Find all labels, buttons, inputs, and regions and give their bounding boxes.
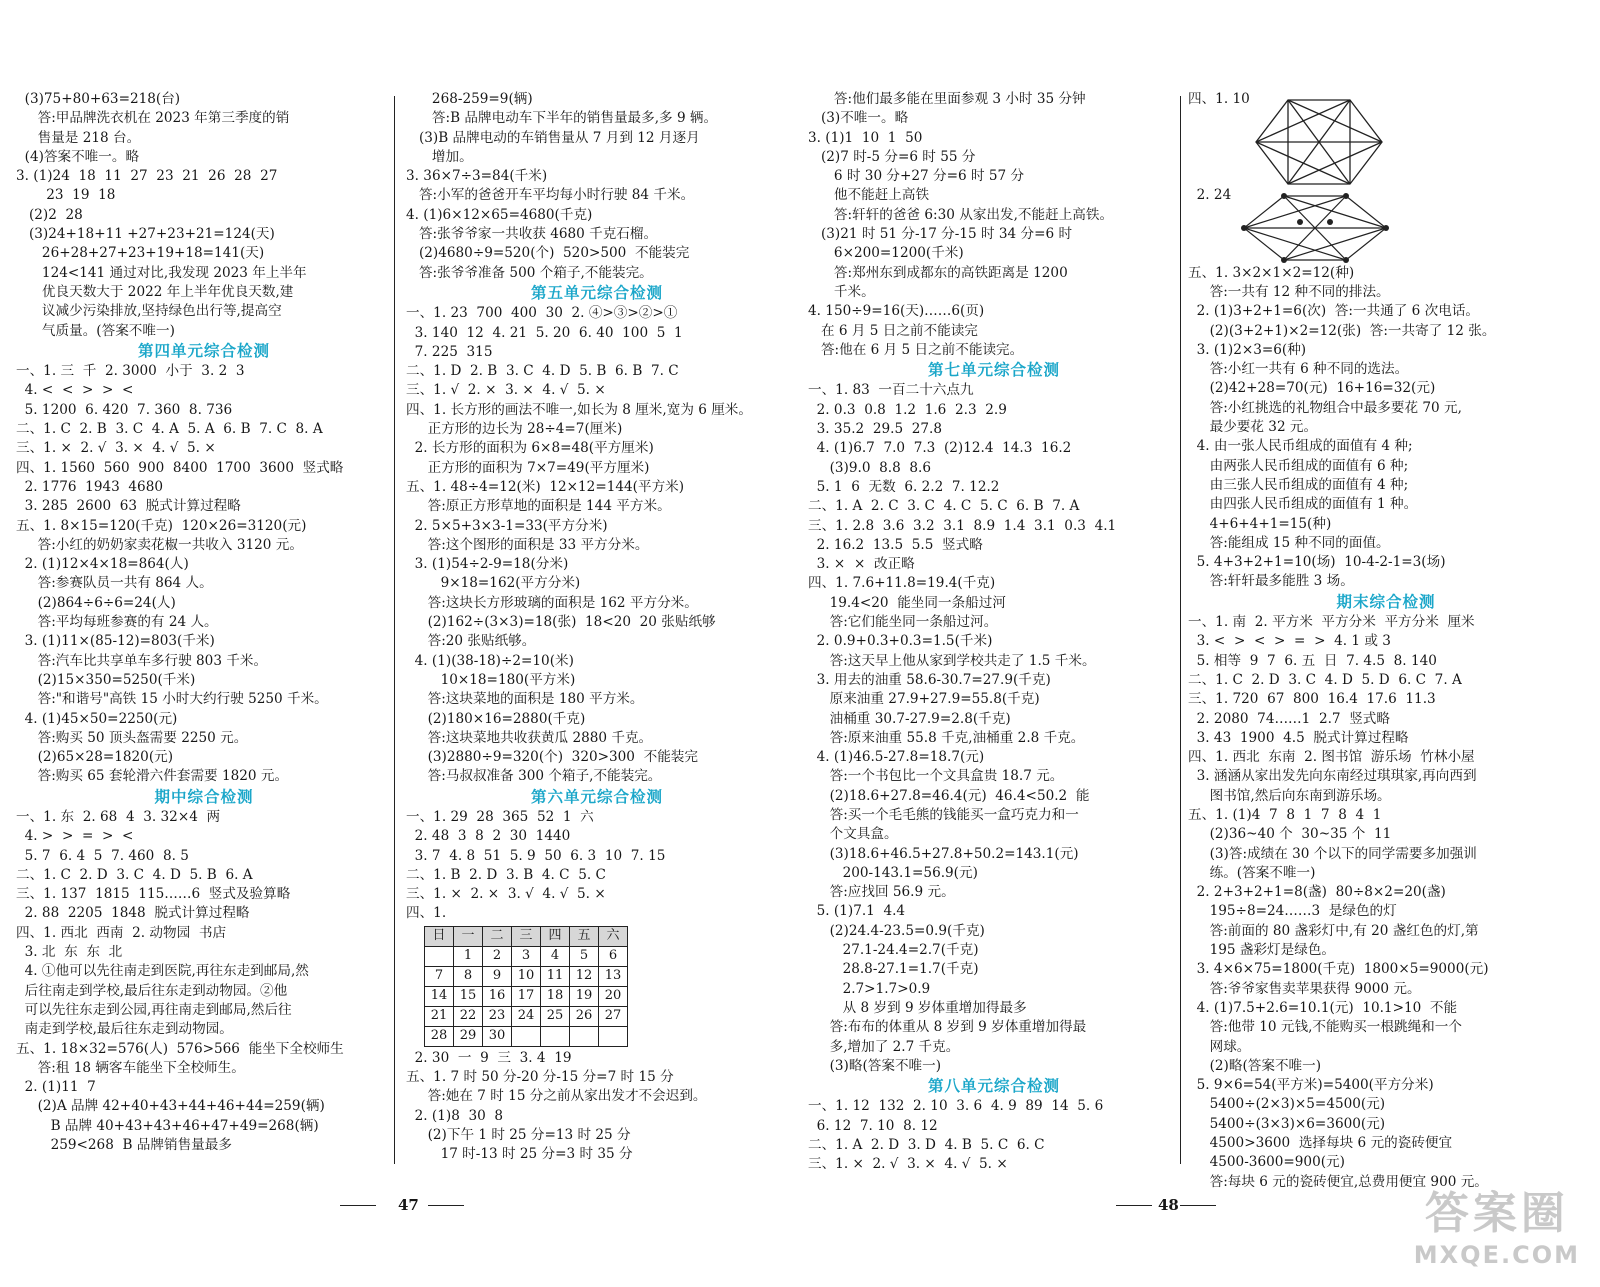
answer-line: 二、1. D 2. B 3. C 4. D 5. B 6. B 7. C: [406, 363, 679, 380]
answer-line: 3. 43 1900 4.5 脱式计算过程略: [1188, 729, 1409, 746]
calendar-week-row: [425, 966, 628, 986]
answer-line: 从 8 岁到 9 岁体重增加得最多: [808, 999, 1027, 1016]
answer-line: (2)864÷6÷6=24(人): [16, 594, 176, 611]
answer-line: (3)18.6+46.5+27.8+50.2=143.1(元): [808, 845, 1079, 862]
answer-line: 答:轩轩最多能胜 3 场。: [1188, 573, 1354, 590]
answer-line: 4. (1)6×12×65=4680(千克): [406, 206, 593, 223]
answer-line: 5. 9×6=54(平方米)=5400(平方分米): [1188, 1077, 1434, 1094]
calendar-day-cell: 28: [425, 1026, 454, 1046]
answer-line: 6×200=1200(千米): [808, 245, 964, 262]
answer-line: 2. 24: [1188, 187, 1232, 204]
calendar-header-cell: 三: [512, 926, 541, 946]
calendar-day-cell: [570, 1026, 599, 1046]
calendar-day-cell: 10: [512, 966, 541, 986]
answer-line: 二、1. B 2. D 3. B 4. C 5. C: [406, 866, 606, 883]
answer-line: 4. 由一张人民币组成的面值有 4 种;: [1188, 438, 1413, 455]
column-3: [808, 90, 1180, 1175]
answer-line: 2. (1)8 30 8: [406, 1107, 504, 1124]
column-divider: [394, 96, 395, 1164]
answer-line: 原来油重 27.9+27.9=55.8(千克): [808, 691, 1040, 708]
answer-line: (4)答案不唯一。略: [16, 148, 140, 165]
calendar-day-cell: 23: [483, 1006, 512, 1026]
answer-line: (3)75+80+63=218(台): [16, 91, 181, 107]
answer-line: 3. 涵涵从家出发先向东南经过琪琪家,再向西到: [1188, 768, 1477, 785]
complete-graph-figure: [1248, 94, 1388, 188]
answer-line: 2. 5×5+3×3-1=33(平方分米): [406, 517, 608, 534]
answer-line: 259<268 B 品牌销售量最多: [16, 1137, 232, 1154]
answer-line: 一、1. 83 一百二十六点九: [808, 382, 974, 399]
answer-line: 千米。: [808, 283, 875, 300]
answer-line: 四、1. 10: [1188, 91, 1250, 107]
answer-line: (3)21 时 51 分-17 分-15 时 34 分=6 时: [808, 226, 1073, 243]
answer-line: (2)A 品牌 42+40+43+44+46+44=259(辆): [16, 1098, 325, 1115]
answer-line: 19.4<20 能坐同一条船过河: [808, 594, 1006, 611]
answer-line: 195 盏彩灯是绿色。: [1188, 942, 1336, 959]
answer-line: 答:轩轩的爸爸 6:30 从家出发,不能赶上高铁。: [808, 206, 1114, 223]
answer-line: 一、1. 23 700 400 30 2. ④>③>②>①: [406, 305, 678, 322]
answer-line: (2)2 28: [16, 206, 83, 223]
calendar-day-cell: [599, 1026, 628, 1046]
answer-line: 二、1. C 2. B 3. C 4. A 5. A 6. B 7. C 8. A: [16, 421, 323, 438]
calendar-week-row: [425, 1026, 628, 1046]
answer-line: 23 19 18: [16, 187, 116, 204]
calendar-day-cell: 21: [425, 1006, 454, 1026]
answer-line: 4. (1)6.7 7.0 7.3 (2)12.4 14.3 16.2: [808, 440, 1072, 457]
calendar-day-cell: 24: [512, 1006, 541, 1026]
answer-line: 答:他在 6 月 5 日之前不能读完。: [808, 341, 1024, 358]
answer-line: 三、1. 720 67 800 16.4 17.6 11.3: [1188, 691, 1436, 708]
calendar-day-cell: 15: [454, 986, 483, 1006]
answer-line: 4+6+4+1=15(种): [1188, 515, 1332, 532]
calendar-day-cell: 2: [483, 946, 512, 966]
calendar-day-cell: 7: [425, 966, 454, 986]
answer-line: 答:购买 65 套轮滑六件套需要 1820 元。: [16, 768, 289, 785]
answer-line: 124<141 通过对比,我发现 2023 年上半年: [16, 264, 307, 281]
answer-line: 二、1. C 2. D 3. C 4. D 5. B 6. A: [16, 866, 253, 883]
answer-line: (2)15×350=5250(千米): [16, 671, 196, 688]
page-rule: [340, 1205, 376, 1206]
answer-line: 议减少污染排放,坚持绿色出行等,提高空: [16, 303, 282, 320]
answer-line: 个文具盒。: [808, 826, 898, 843]
answer-line: (2)162÷(3×3)=18(张) 18<20 20 张贴纸够: [406, 614, 716, 631]
answer-line: 答:小红一共有 6 种不同的选法。: [1188, 361, 1409, 378]
answer-line: 2. 88 2205 1848 脱式计算过程略: [16, 905, 250, 922]
answer-line: 2. (1)12×4×18=864(人): [16, 556, 189, 573]
answer-line: 3. (1)1 10 1 50: [808, 129, 923, 146]
calendar-day-cell: 22: [454, 1006, 483, 1026]
answer-line: 五、1. (1)4 7 8 1 7 8 4 1: [1188, 806, 1382, 823]
answer-line: 10×18=180(平方米): [406, 671, 576, 688]
answer-line: 9×18=162(平方分米): [406, 575, 581, 592]
answer-line: 答:这个图形的面积是 33 平方分米。: [406, 536, 649, 553]
answer-line: 二、1. A 2. D 3. D 4. B 5. C 6. C: [808, 1137, 1045, 1154]
answer-line: 正方形的边长为 28÷4=7(厘米): [406, 421, 623, 438]
answer-line: 五、1. 18×32=576(人) 576>566 能坐下全校师生: [16, 1040, 344, 1057]
answer-line: 答:买一个毛毛熊的钱能买一盒巧克力和一: [808, 806, 1079, 823]
answer-line: 2. (1)11 7: [16, 1079, 96, 1096]
answer-line: 五、1. 48÷4=12(米) 12×12=144(平方米): [406, 478, 685, 495]
answer-line: 四、1. 1560 560 900 8400 1700 3600 竖式略: [16, 459, 344, 476]
answer-line: 由三张人民币组成的面值有 4 种;: [1188, 476, 1409, 493]
page-rule: [428, 1205, 464, 1206]
answer-line: 3. (1)24 18 11 27 23 21 26 28 27: [16, 168, 278, 185]
answer-line: 2. 2+3+2+1=8(盏) 80÷8×2=20(盏): [1188, 884, 1446, 901]
answer-line: 答:购买 50 顶头盔需要 2250 元。: [16, 729, 248, 746]
answer-line: 答:小红的奶奶家卖花椒一共收入 3120 元。: [16, 536, 303, 553]
answer-line: 答:每块 6 元的瓷砖便宜,总费用便宜 900 元。: [1188, 1173, 1488, 1190]
section-heading: 第八单元综合检测: [927, 1077, 1060, 1096]
calendar-day-cell: 12: [570, 966, 599, 986]
answer-line: 答:布布的体重从 8 岁到 9 岁体重增加得最: [808, 1019, 1087, 1036]
answer-line: 5400÷(3×3)×6=3600(元): [1188, 1115, 1386, 1132]
answer-line: 答:"和谐号"高铁 15 小时大约行驶 5250 千米。: [16, 691, 328, 708]
answer-line: 三、1. × 2. × 3. √ 4. √ 5. ×: [406, 886, 606, 903]
answer-line: 一、1. 东 2. 68 4 3. 32×4 两: [16, 808, 221, 825]
answer-line: 5. 相等 9 7 6. 五 日 7. 4.5 8. 140: [1188, 652, 1437, 669]
calendar-header-cell: 五: [570, 926, 599, 946]
answer-line: 4. ①他可以先往南走到医院,再往东走到邮局,然: [16, 963, 309, 980]
answer-line: (2)7 时-5 分=6 时 55 分: [808, 148, 976, 165]
answer-line: 2.7>1.7>0.9: [808, 980, 931, 997]
answer-line: 3. 36×7÷3=84(千米): [406, 168, 548, 185]
answer-line: 17 时-13 时 25 分=3 时 35 分: [406, 1146, 633, 1163]
answer-line: (2)(3+2+1)×2=12(张) 答:一共寄了 12 张。: [1188, 322, 1496, 339]
answer-line: 由四张人民币组成的面值有 1 种。: [1188, 496, 1418, 513]
answer-line: 答:小红挑选的礼物组合中最多要花 70 元,: [1188, 399, 1462, 416]
answer-line: 可以先往东走到公园,再往南走到邮局,然后往: [16, 1001, 292, 1018]
answer-line: 答:张爷爷准备 500 个箱子,不能装完。: [406, 264, 653, 281]
answer-line: 5. 7 6. 4 5 7. 460 8. 5: [16, 847, 189, 864]
answer-line: 3. 7 4. 8 51 5. 9 50 6. 3 10 7. 15: [406, 847, 666, 864]
answer-line: 200-143.1=56.9(元): [808, 864, 978, 881]
answer-line: 3. (1)54÷2-9=18(分米): [406, 556, 569, 573]
answer-line: 四、1. 西北 西南 2. 动物园 书店: [16, 924, 227, 941]
answer-line: (3)不唯一。略: [808, 110, 909, 127]
answer-line: 一、1. 南 2. 平方米 平方分米 平方分米 厘米: [1188, 614, 1475, 631]
answer-line: 4. (1)7.5+2.6=10.1(元) 10.1>10 不能: [1188, 999, 1458, 1016]
answer-line: (2)下午 1 时 25 分=13 时 25 分: [406, 1126, 631, 1143]
calendar-day-cell: 4: [541, 946, 570, 966]
page-number-right: 48: [1158, 1196, 1179, 1214]
answer-line: 答:甲品牌洗衣机在 2023 年第三季度的销: [16, 110, 290, 127]
answer-line: (2)18.6+27.8=46.4(元) 46.4<50.2 能: [808, 787, 1090, 804]
calendar-day-cell: 19: [570, 986, 599, 1006]
answer-line: 4. (1)(38-18)÷2=10(米): [406, 652, 574, 669]
answer-line: 2. 1776 1943 4680: [16, 478, 164, 495]
answer-line: 4. > > = > <: [16, 828, 134, 845]
answer-line: 3. (1)11×(85-12)=803(千米): [16, 633, 215, 650]
calendar-header-cell: 二: [483, 926, 512, 946]
calendar-day-cell: 17: [512, 986, 541, 1006]
page-rule: [1116, 1205, 1152, 1206]
answer-line: (3)24+18+11 +27+23+21=124(天): [16, 226, 275, 243]
calendar-day-cell: 5: [570, 946, 599, 966]
watermark-logo-text: 答案圈: [1424, 1188, 1569, 1239]
answer-line: 3. < > < > = > 4. 1 或 3: [1188, 633, 1391, 650]
answer-line: 售量是 218 台。: [16, 129, 141, 146]
section-heading: 期中综合检测: [154, 787, 254, 806]
answer-line: 答:20 张贴纸够。: [406, 633, 536, 650]
answer-line: 答:原来油重 55.8 千克,油桶重 2.8 千克。: [808, 729, 1085, 746]
answer-line: 4500-3600=900(元): [1188, 1154, 1345, 1171]
answer-line: 最少要花 32 元。: [1188, 419, 1318, 436]
answer-line: 气质量。(答案不唯一): [16, 322, 175, 339]
answer-line: 3. (1)2×3=6(种): [1188, 341, 1307, 358]
answer-line: 四、1. 长方形的画法不唯一,如长为 8 厘米,宽为 6 厘米。: [406, 401, 752, 418]
calendar-header-cell: 日: [425, 926, 454, 946]
answer-line: 3. 4×6×75=1800(千克) 1800×5=9000(元): [1188, 961, 1489, 978]
answer-line: 答:爷爷家售卖苹果获得 9000 元。: [1188, 980, 1421, 997]
calendar-day-cell: 8: [454, 966, 483, 986]
answer-line: 多,增加了 2.7 千克。: [808, 1038, 960, 1055]
calendar-day-cell: 18: [541, 986, 570, 1006]
calendar-day-cell: 1: [454, 946, 483, 966]
calendar-week-row: [425, 986, 628, 1006]
calendar-day-cell: 30: [483, 1026, 512, 1046]
answer-line: 由两张人民币组成的面值有 6 种;: [1188, 457, 1409, 474]
pairing-graph-figure: [1240, 192, 1390, 264]
answer-line: 一、1. 三 千 2. 3000 小于 3. 2 3: [16, 363, 245, 380]
calendar-week-row: [425, 1006, 628, 1026]
calendar-day-cell: 11: [541, 966, 570, 986]
answer-line: 4. < < > > <: [16, 382, 134, 399]
answer-line: 南走到学校,最后往东走到动物园。: [16, 1021, 233, 1038]
answer-line: 3. 35.2 29.5 27.8: [808, 421, 943, 438]
answer-line: 答:这块菜地的面积是 180 平方米。: [406, 691, 644, 708]
answer-line: 五、1. 3×2×1×2=12(种): [1188, 264, 1355, 281]
answer-line: 五、1. 7 时 50 分-20 分-15 分=7 时 15 分: [406, 1069, 674, 1086]
answer-line: (2)42+28=70(元) 16+16=32(元): [1188, 380, 1436, 397]
calendar-day-cell: 13: [599, 966, 628, 986]
answer-line: 4. (1)45×50=2250(元): [16, 710, 178, 727]
answer-line: 6 时 30 分+27 分=6 时 57 分: [808, 168, 1025, 185]
section-heading: 第四单元综合检测: [137, 341, 270, 360]
calendar-day-cell: 9: [483, 966, 512, 986]
answer-line: 5. 1200 6. 420 7. 360 8. 736: [16, 401, 233, 418]
answer-line: (2)180×16=2880(千克): [406, 710, 586, 727]
answer-line: 2. 2080 74……1 2.7 竖式略: [1188, 710, 1390, 727]
answer-line: 2. 0.3 0.8 1.2 1.6 2.3 2.9: [808, 401, 1007, 418]
answer-line: (2)略(答案不唯一): [1188, 1057, 1322, 1074]
calendar-day-cell: 29: [454, 1026, 483, 1046]
calendar-week-row: [425, 946, 628, 966]
calendar-day-cell: 27: [599, 1006, 628, 1026]
answer-line: 3. 285 2600 63 脱式计算过程略: [16, 498, 241, 515]
answer-line: 答:这块菜地共收获黄瓜 2880 千克。: [406, 729, 653, 746]
answer-line: 答:马叔叔准备 300 个箱子,不能装完。: [406, 768, 662, 785]
answer-line: (2)4680÷9=520(个) 520>500 不能装完: [406, 245, 690, 262]
answer-line: 答:前面的 80 盏彩灯中,有 20 盏红色的灯,第: [1188, 922, 1479, 939]
calendar-day-cell: [425, 946, 454, 966]
answer-line: (3)B 品牌电动的车销售量从 7 月到 12 月逐月: [406, 129, 700, 146]
answer-line: 答:平均每班参赛的有 24 人。: [16, 614, 218, 631]
answer-line: 2. 16.2 13.5 5.5 竖式略: [808, 536, 983, 553]
calendar-header-cell: 六: [599, 926, 628, 946]
answer-line: 五、1. 8×15=120(千克) 120×26=3120(元): [16, 517, 307, 534]
answer-line: 4. (1)46.5-27.8=18.7(元): [808, 749, 985, 766]
answer-line: (3)2880÷9=320(个) 320>300 不能装完: [406, 749, 698, 766]
answer-line: 答:参赛队员一共有 864 人。: [16, 575, 213, 592]
answer-line: 3. 用去的油重 58.6-30.7=27.9(千克): [808, 671, 1051, 688]
page-number-left: 47: [398, 1196, 419, 1214]
answer-line: 答:能组成 15 种不同的面值。: [1188, 534, 1390, 551]
answer-line: (3)9.0 8.8 8.6: [808, 459, 932, 476]
answer-line: 三、1. √ 2. × 3. × 4. √ 5. ×: [406, 382, 606, 399]
calendar-table: [424, 926, 628, 1047]
answer-line: 后往南走到学校,最后往东走到动物园。②他: [16, 982, 288, 999]
answer-line: 5. 1 6 无数 6. 2.2 7. 12.2: [808, 478, 1000, 495]
answer-line: 答:张爷爷家一共收获 4680 千克石榴。: [406, 226, 658, 243]
answer-line: (2)36~40 个 30~35 个 11: [1188, 826, 1392, 843]
calendar-day-cell: [512, 1026, 541, 1046]
answer-line: 答:小军的爸爸开车平均每小时行驶 84 千米。: [406, 187, 695, 204]
page-rule: [1180, 1205, 1216, 1206]
answer-line: 2. 48 3 8 2 30 1440: [406, 828, 571, 845]
answer-line: 二、1. C 2. D 3. C 4. D 5. D 6. C 7. A: [1188, 671, 1462, 688]
answer-line: 5. (1)7.1 4.4: [808, 903, 906, 920]
answer-line: 268-259=9(辆): [406, 91, 533, 107]
answer-line: 28.8-27.1=1.7(千克): [808, 961, 979, 978]
calendar-day-cell: 14: [425, 986, 454, 1006]
answer-line: 3. × × 改正略: [808, 556, 915, 573]
calendar-day-cell: 20: [599, 986, 628, 1006]
section-heading: 期末综合检测: [1336, 592, 1436, 611]
answer-line: 27.1-24.4=2.7(千克): [808, 942, 979, 959]
calendar-day-cell: 6: [599, 946, 628, 966]
answer-line: 答:她在 7 时 15 分之前从家出发才不会迟到。: [406, 1088, 707, 1105]
answer-line: (2)65×28=1820(元): [16, 749, 174, 766]
watermark-url: MXQE.COM: [1413, 1241, 1580, 1269]
answer-line: 195÷8=24……3 是绿色的灯: [1188, 903, 1397, 920]
answer-line: 二、1. A 2. C 3. C 4. C 5. C 6. B 7. A: [808, 498, 1080, 515]
answer-line: 2. (1)3+2+1=6(次) 答:一共通了 6 次电话。: [1188, 303, 1480, 320]
calendar-day-cell: 25: [541, 1006, 570, 1026]
answer-line: 26+28+27+23+19+18=141(天): [16, 245, 265, 262]
answer-line: 3. 140 12 4. 21 5. 20 6. 40 100 5 1: [406, 324, 683, 341]
answer-line: 一、1. 12 132 2. 10 3. 6 4. 9 89 14 5. 6: [808, 1098, 1104, 1115]
answer-line: 答:这块长方形玻璃的面积是 162 平方分米。: [406, 594, 698, 611]
answer-line: 三、1. × 2. √ 3. × 4. √ 5. ×: [808, 1156, 1008, 1173]
answer-line: 3. 北 东 东 北: [16, 944, 123, 961]
answer-line: 2. 30 一 9 三 3. 4 19: [406, 1049, 572, 1066]
watermark: [1414, 1177, 1580, 1269]
answer-line: 四、1. 7.6+11.8=19.4(千克): [808, 575, 996, 592]
answer-line: 答:他带 10 元钱,不能购买一根跳绳和一个: [1188, 1019, 1462, 1036]
column-2: [406, 90, 788, 1165]
answer-line: 5400÷(2×3)×5=4500(元): [1188, 1096, 1386, 1113]
answer-line: 答:他们最多能在里面参观 3 小时 35 分钟: [808, 91, 1086, 107]
answer-line: 答:汽车比共享单车多行驶 803 千米。: [16, 652, 268, 669]
calendar-day-cell: 26: [570, 1006, 599, 1026]
answer-line: 在 6 月 5 日之前不能读完: [808, 322, 978, 339]
answer-line: (2)24.4-23.5=0.9(千克): [808, 922, 985, 939]
answer-line: 网球。: [1188, 1038, 1251, 1055]
section-heading: 第五单元综合检测: [530, 283, 663, 302]
section-heading: 第六单元综合检测: [530, 787, 663, 806]
answer-line: 三、1. × 2. √ 3. × 4. √ 5. ×: [16, 440, 216, 457]
answer-line: 四、1.: [406, 905, 447, 922]
column-1: [16, 90, 392, 1155]
answer-line: 油桶重 30.7-27.9=2.8(千克): [808, 710, 1011, 727]
answer-line: 6. 12 7. 10 8. 12: [808, 1117, 938, 1134]
answer-line: B 品牌 40+43+43+46+47+49=268(辆): [16, 1117, 319, 1134]
calendar-day-cell: [541, 1026, 570, 1046]
calendar-day-cell: 3: [512, 946, 541, 966]
answer-line: (3)略(答案不唯一): [808, 1057, 942, 1074]
answer-line: 7. 225 315: [406, 343, 493, 360]
calendar-header-cell: 四: [541, 926, 570, 946]
answer-line: 答:一个书包比一个文具盒贵 18.7 元。: [808, 768, 1064, 785]
answer-line: 正方形的面积为 7×7=49(平方厘米): [406, 459, 650, 476]
answer-line: (3)答:成绩在 30 个以下的同学需要多加强训: [1188, 845, 1477, 862]
calendar-day-cell: 16: [483, 986, 512, 1006]
answer-line: 答:它们能坐同一条船过河。: [808, 614, 998, 631]
answer-line: 一、1. 29 28 365 52 1 六: [406, 808, 594, 825]
answer-line: 答:郑州东到成都东的高铁距离是 1200: [808, 264, 1068, 281]
answer-line: 2. 长方形的面积为 6×8=48(平方厘米): [406, 440, 654, 457]
answer-line: 答:一共有 12 种不同的排法。: [1188, 283, 1390, 300]
answer-line: 增加。: [406, 148, 473, 165]
answer-line: 4. 150÷9=16(天)……6(页): [808, 303, 985, 320]
column-divider: [1180, 96, 1181, 1164]
section-heading: 第七单元综合检测: [927, 361, 1060, 380]
calendar-header-cell: 一: [454, 926, 483, 946]
answer-line: 答:这天早上他从家到学校共走了 1.5 千米。: [808, 652, 1096, 669]
answer-line: 图书馆,然后向东南到游乐场。: [1188, 787, 1391, 804]
answer-line: 答:租 18 辆客车能坐下全校师生。: [16, 1059, 245, 1076]
answer-line: 三、1. 137 1815 115……6 竖式及验算略: [16, 886, 291, 903]
answer-line: 4500>3600 选择每块 6 元的瓷砖便宜: [1188, 1135, 1453, 1152]
answer-line: 2. 0.9+0.3+0.3=1.5(千米): [808, 633, 993, 650]
answer-line: 答:B 品牌电动车下半年的销售量最多,多 9 辆。: [406, 110, 718, 127]
answer-line: 5. 4+3+2+1=10(场) 10-4-2-1=3(场): [1188, 554, 1446, 571]
answer-line: 练。(答案不唯一): [1188, 864, 1316, 881]
answer-line: 优良天数大于 2022 年上半年优良天数,建: [16, 283, 294, 300]
answer-line: 答:原正方形草地的面积是 144 平方米。: [406, 498, 671, 515]
answer-line: 答:应找回 56.9 元。: [808, 884, 955, 901]
answer-line: 四、1. 西北 东南 2. 图书馆 游乐场 竹林小屋: [1188, 749, 1475, 766]
answer-line: 三、1. 2.8 3.6 3.2 3.1 8.9 1.4 3.1 0.3 4.1: [808, 517, 1117, 534]
answer-line: 他不能赶上高铁: [808, 187, 930, 204]
